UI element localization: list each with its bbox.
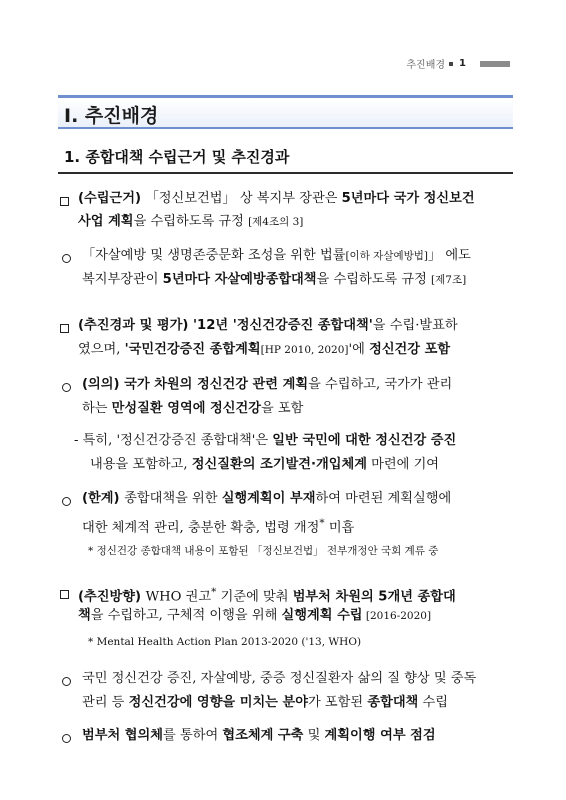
page-header	[406, 56, 510, 71]
page-number: 1	[459, 58, 466, 69]
paragraph-line: 였으며, '국민건강증진 종합계획[HP 2010, 2020]'에 정신건강 포함	[78, 342, 451, 357]
paragraph-line: 「자살예방 및 생명존중문화 조성을 위한 법률[이하 자살예방법]」 에도	[82, 248, 471, 263]
paragraph-line: 관리 등 정신건강에 영향을 미치는 분야가 포함된 종합대책 수립	[82, 695, 448, 710]
paragraph-line: (한계) 종합대책을 위한 실행계획이 부재하여 마련된 계획실행에	[82, 491, 452, 506]
header-title: 추진배경	[406, 60, 446, 71]
circle-bullet-icon	[62, 677, 71, 686]
circle-bullet-icon	[62, 734, 71, 743]
paragraph-line: 범부처 협의체를 통하여 협조체계 구축 및 계획이행 여부 점검	[82, 728, 436, 743]
paragraph-line: (의의) 국가 차원의 정신건강 관련 계획을 수립하고, 국가가 관리	[82, 377, 453, 392]
header-bar	[480, 61, 510, 67]
circle-bullet-icon	[62, 254, 71, 263]
paragraph-line: (추진경과 및 평가) '12년 '정신건강증진 종합대책'을 수립·발표하	[78, 318, 458, 333]
paragraph-line: 대한 체계적 관리, 충분한 확충, 법령 개정* 미흡	[82, 517, 355, 536]
circle-bullet-icon	[62, 383, 71, 392]
circle-bullet-icon	[62, 497, 71, 506]
paragraph-line: 하는 만성질환 영역에 정신건강을 포함	[82, 401, 304, 416]
footnote: * 정신건강 종합대책 내용이 포함된 「정신보건법」 전부개정안 국회 계류 중	[88, 545, 439, 557]
square-bullet-icon	[60, 324, 69, 333]
paragraph-line: (추진방향) WHO 권고* 기준에 맞춰 범부처 차원의 5개년 종합대	[78, 586, 456, 605]
chapter-title-box	[58, 95, 513, 129]
paragraph-line: 국민 정신건강 증진, 자살예방, 중증 정신질환자 삶의 질 향상 및 중독	[82, 671, 477, 686]
paragraph-line: 책을 수립하고, 구체적 이행을 위해 실행계획 수립 [2016-2020]	[78, 608, 432, 623]
chapter-title: Ⅰ. 추진배경	[64, 105, 159, 127]
section-title: 1. 종합대책 수립근거 및 추진경과	[64, 148, 290, 166]
footnote: * Mental Health Action Plan 2013-2020 ('13, WHO)	[88, 636, 362, 648]
paragraph-line: (수립근거) 「정신보건법」 상 복지부 장관은 5년마다 국가 정신보건	[78, 191, 475, 206]
paragraph-line: 내용을 포함하고, 정신질환의 조기발견·개입체계 마련에 기여	[90, 457, 440, 472]
paragraph-line: 복지부장관이 5년마다 자살예방종합대책을 수립하도록 규정 [제7조]	[82, 272, 467, 287]
paragraph-line: - 특히, '정신건강증진 종합대책'은 일반 국민에 대한 정신건강 증진	[74, 433, 457, 448]
square-bullet-icon	[60, 590, 69, 599]
header-square-icon	[449, 62, 453, 66]
section-title-box	[58, 140, 513, 174]
square-bullet-icon	[60, 197, 69, 206]
paragraph-line: 사업 계획을 수립하도록 규정 [제4조의 3]	[78, 214, 304, 229]
